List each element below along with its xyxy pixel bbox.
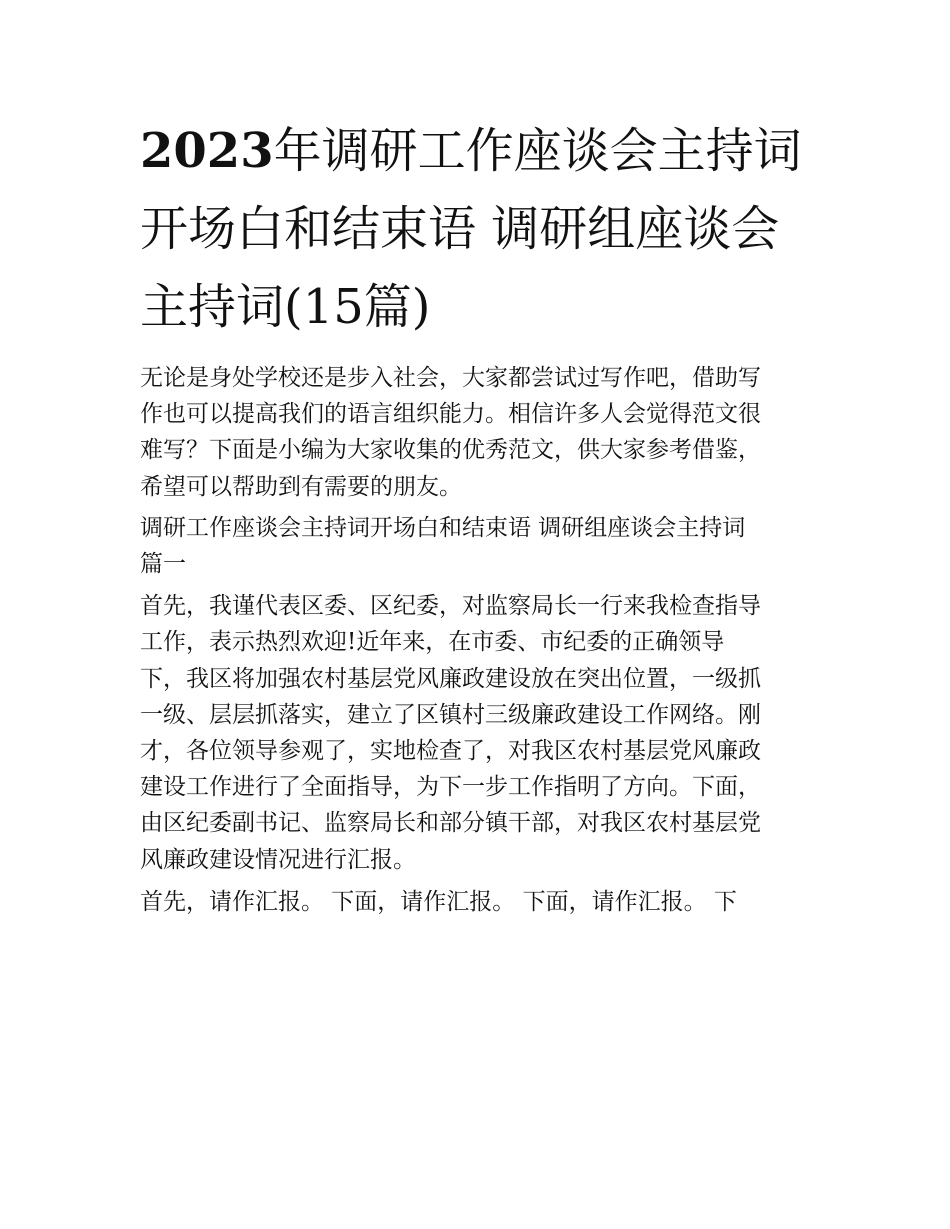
body-paragraph: [140, 588, 815, 878]
title-line-3: [140, 268, 815, 346]
text-line: 调研工作座谈会主持词开场白和结束语 调研组座谈会主持词: [140, 514, 746, 541]
text-line: 工作，表示热烈欢迎!近年来，在市委、市纪委的正确领导: [140, 629, 725, 656]
text-line: 才，各位领导参观了，实地检查了，对我区农村基层党风廉政: [140, 738, 761, 765]
text-line: 建设工作进行了全面指导，为下一步工作指明了方向。下面，: [140, 774, 761, 801]
text-line: 一级、层层抓落实，建立了区镇村三级廉政建设工作网络。刚: [140, 701, 761, 728]
title-text: 年调研工作座谈会主持词: [273, 123, 802, 179]
section-heading: [140, 510, 815, 582]
text-line: 希望可以帮助到有需要的朋友。: [140, 473, 462, 500]
text-line: 由区纪委副书记、监察局长和部分镇干部，对我区农村基层党: [140, 810, 761, 837]
title-text: 主持词(15篇): [140, 279, 431, 335]
text-line: 首先，我谨代表区委、区纪委，对监察局长一行来我检查指导: [140, 593, 761, 620]
text-line: 风廉政建设情况进行汇报。: [140, 846, 416, 873]
text-line: 难写？下面是小编为大家收集的优秀范文，供大家参考借鉴，: [140, 437, 761, 464]
text-line: 下，我区将加强农村基层党风廉政建设放在突出位置，一级抓: [140, 665, 761, 692]
document-title: [140, 112, 815, 346]
title-text: 开场白和结束语 调研组座谈会: [140, 201, 780, 257]
intro-paragraph: [140, 360, 815, 505]
document-page: [140, 112, 815, 920]
title-year: 2023: [140, 123, 274, 179]
text-line: 首先，请作汇报。 下面，请作汇报。 下面，请作汇报。 下: [140, 888, 737, 915]
text-line: 作也可以提高我们的语言组织能力。相信许多人会觉得范文很: [140, 401, 761, 428]
text-line: 篇一: [140, 551, 186, 578]
title-line-2: [140, 190, 815, 268]
report-paragraph: [140, 884, 815, 920]
title-line-1: [140, 112, 815, 190]
text-line: 无论是身处学校还是步入社会，大家都尝试过写作吧，借助写: [140, 365, 761, 391]
